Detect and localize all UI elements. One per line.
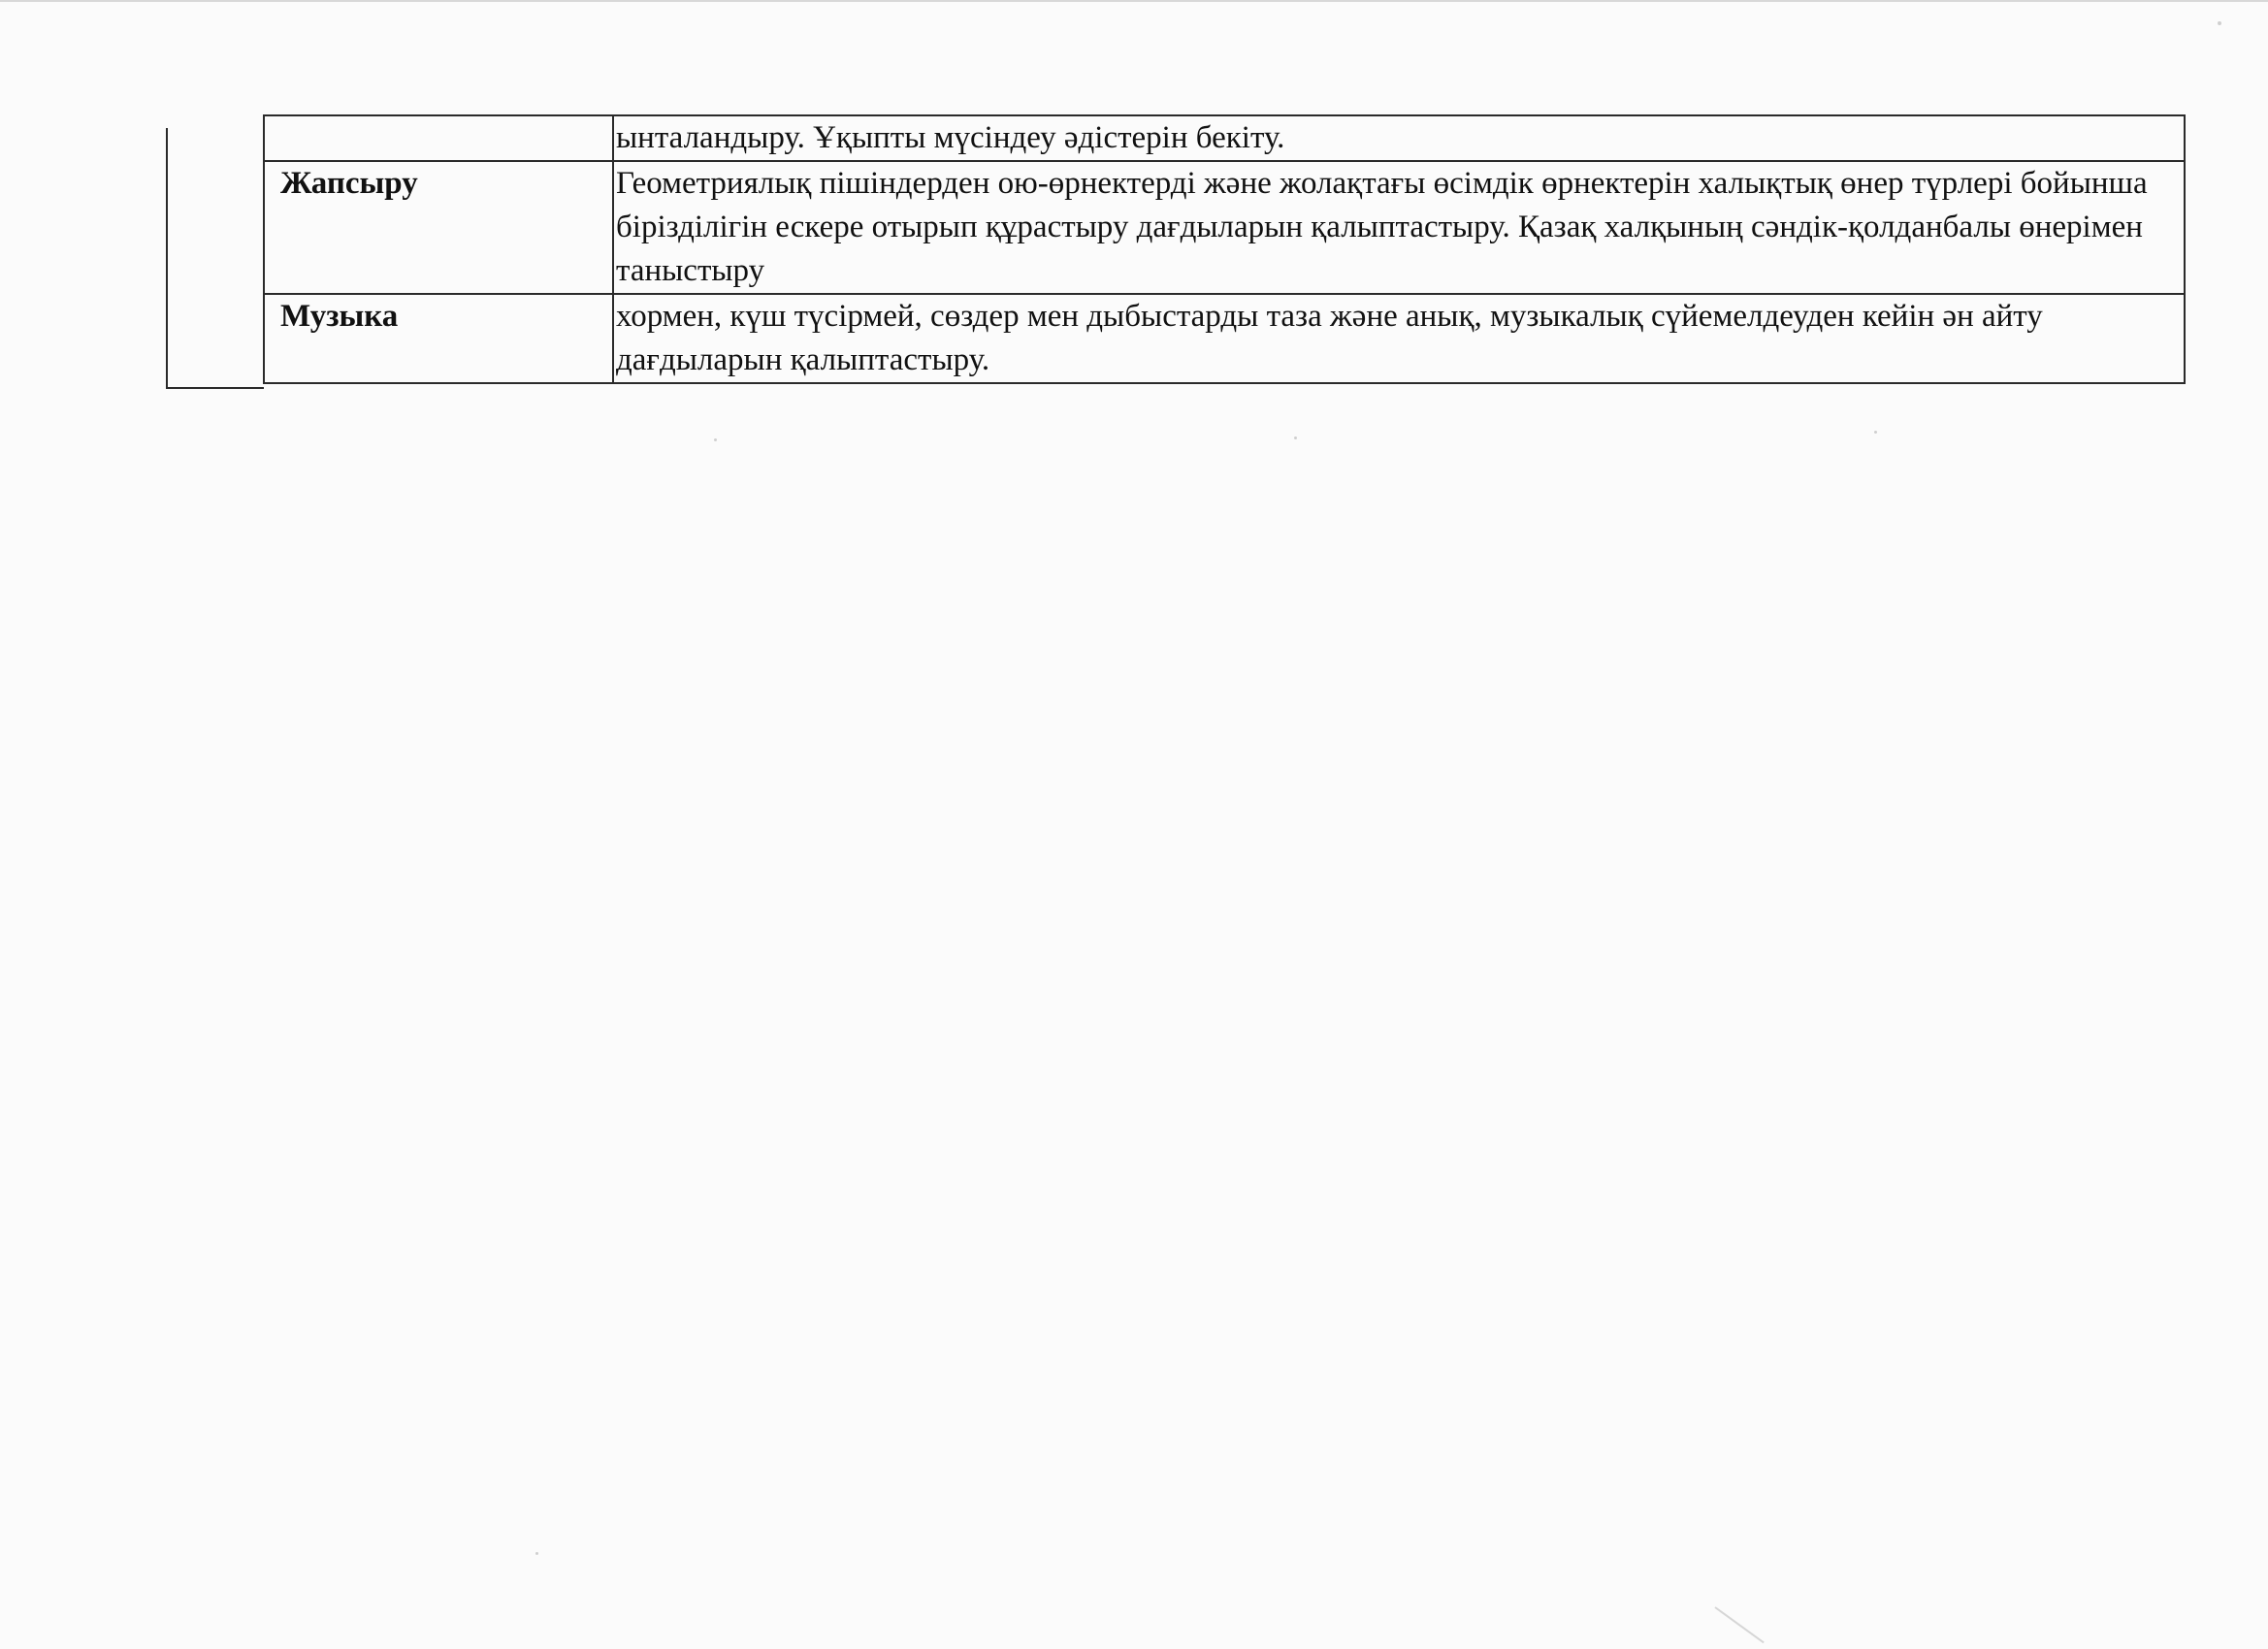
subject-cell: Музыка bbox=[264, 294, 613, 383]
scan-speck bbox=[714, 438, 717, 441]
scan-speck bbox=[1294, 436, 1297, 439]
curriculum-table bbox=[263, 114, 2186, 384]
scan-speck bbox=[1874, 431, 1877, 434]
scan-scratch bbox=[1714, 1606, 1764, 1643]
content-cell: Геометриялық пішіндерден ою-өрнектерді және жолақтағы өсімдік өрнектерін халықтық өнер түрлері бойынша бірізділігін ескере отырып құрастыру дағдыларын қалыптастыру. Қазақ халқының сәндік-қолданбалы өнерімен таныстыру bbox=[613, 161, 2185, 294]
scan-edge bbox=[0, 0, 2268, 2]
table-row bbox=[264, 294, 2185, 383]
table-outer-column bbox=[166, 128, 264, 389]
table-row bbox=[264, 161, 2185, 294]
content-cell: хормен, күш түсірмей, сөздер мен дыбыстарды таза және анық, музыкалық сүйемелдеуден кейін ән айту дағдыларын қалыптастыру. bbox=[613, 294, 2185, 383]
scan-speck bbox=[535, 1552, 538, 1555]
subject-cell bbox=[264, 115, 613, 161]
subject-cell: Жапсыру bbox=[264, 161, 613, 294]
content-cell: ынталандыру. Ұқыпты мүсіндеу әдістерін бекіту. bbox=[613, 115, 2185, 161]
scan-speck bbox=[2218, 21, 2221, 25]
table-row bbox=[264, 115, 2185, 161]
